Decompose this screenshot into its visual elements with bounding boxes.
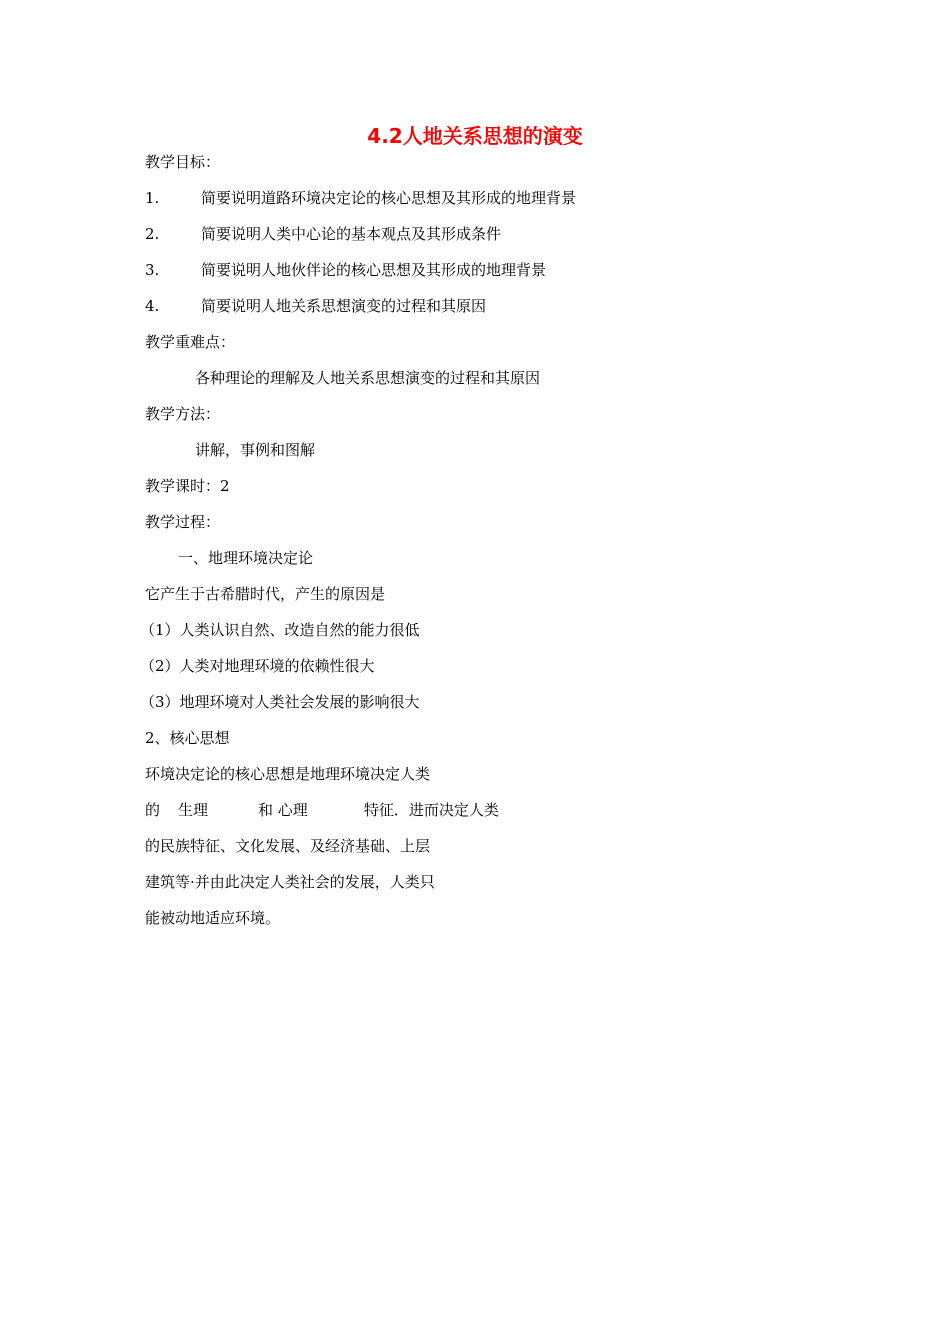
objective-text: 简要说明人地伙伴论的核心思想及其形成的地理背景 [201, 261, 547, 279]
methods-heading: 教学方法： [145, 405, 221, 423]
objective-item [145, 295, 486, 317]
section1-heading: 一、地理环境决定论 [178, 549, 314, 567]
core-line: 的民族特征、文化发展、及经济基础、上层 [145, 837, 431, 855]
objective-item [145, 187, 576, 209]
key-points-heading: 教学重难点： [145, 333, 236, 351]
core-line: 建筑等·并由此决定人类社会的发展，人类只 [145, 873, 435, 891]
core-line [145, 799, 499, 821]
objective-text: 简要说明人地关系思想演变的过程和其原因 [201, 297, 487, 315]
objective-text: 简要说明道路环境决定论的核心思想及其形成的地理背景 [201, 189, 577, 207]
core-line-part: 特征．进而决定人类 [363, 801, 499, 819]
core-line-part: 和 心理 [258, 801, 308, 819]
core-line: 环境决定论的核心思想是地理环境决定人类 [145, 765, 431, 783]
reason-item: （2）人类对地理环境的依赖性很大 [140, 657, 375, 675]
process-heading: 教学过程： [145, 513, 221, 531]
objective-text: 简要说明人类中心论的基本观点及其形成条件 [201, 225, 502, 243]
key-points-text: 各种理论的理解及人地关系思想演变的过程和其原因 [195, 369, 541, 387]
methods-text: 讲解，事例和图解 [195, 441, 316, 459]
objectives-heading: 教学目标： [145, 153, 221, 171]
objective-number: 2. [145, 225, 160, 243]
document-title: 4.2人地关系思想的演变 [367, 124, 583, 148]
objective-number: 4. [145, 297, 160, 315]
origin-text: 它产生于古希腊时代，产生的原因是 [145, 585, 386, 603]
core-heading: 2、核心思想 [145, 729, 230, 747]
core-line: 能被动地适应环境。 [145, 909, 281, 927]
reason-item: （1）人类认识自然、改造自然的能力很低 [140, 621, 420, 639]
reason-item: （3）地理环境对人类社会发展的影响很大 [140, 693, 420, 711]
objective-item [145, 259, 546, 281]
core-line-part: 的 [145, 801, 161, 819]
objective-item [145, 223, 501, 245]
core-line-part: 生理 [178, 801, 209, 819]
objective-number: 3. [145, 261, 160, 279]
objective-number: 1. [145, 189, 160, 207]
hours-text: 教学课时：2 [145, 477, 230, 495]
